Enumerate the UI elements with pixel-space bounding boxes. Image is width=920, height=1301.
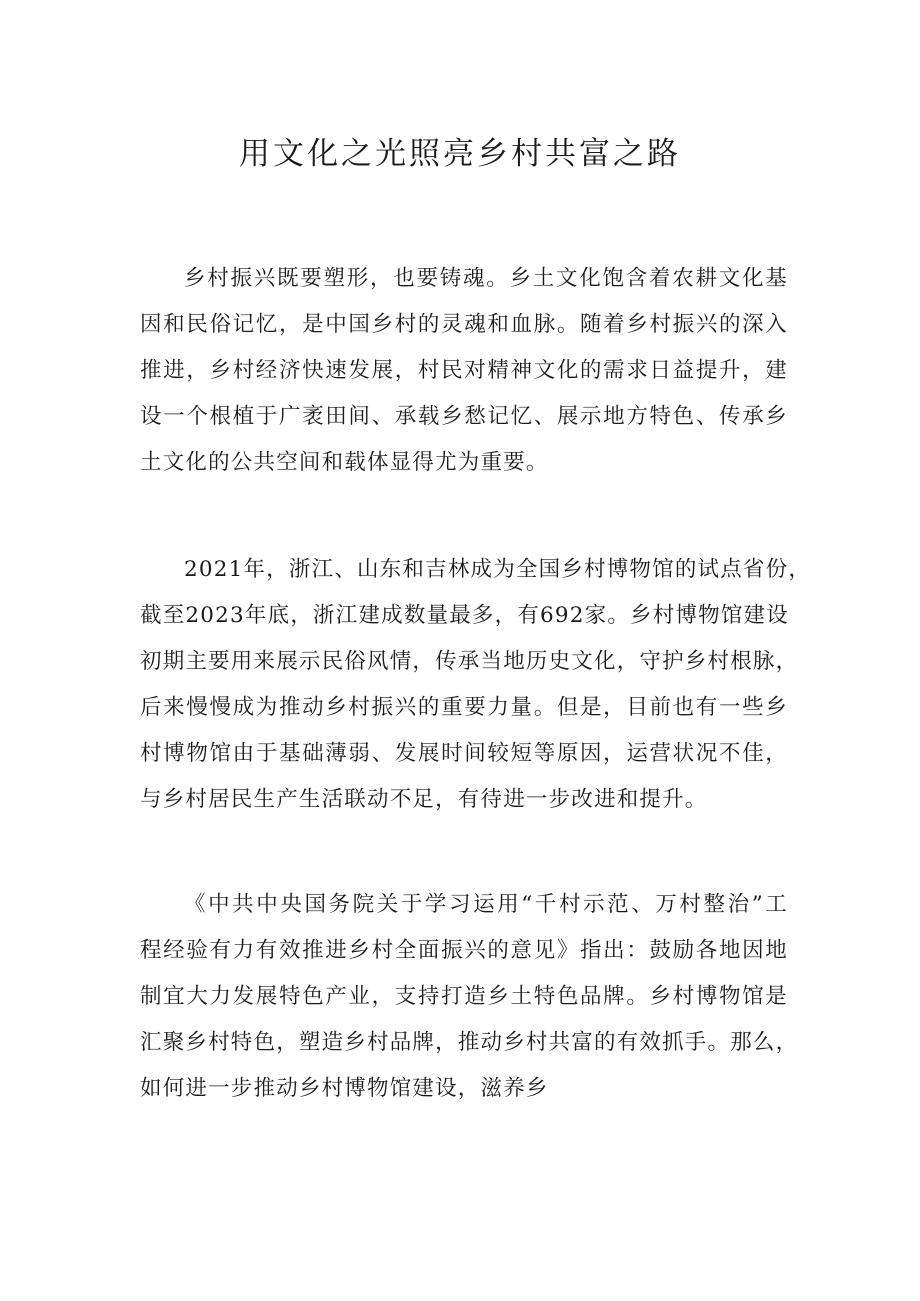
paragraph-line: 程经验有力有效推进乡村全面振兴的意见》指出：鼓励各地因地 — [140, 938, 788, 963]
paragraph-line: 推进，乡村经济快速发展，村民对精神文化的需求日益提升，建 — [140, 358, 788, 383]
paragraph-line: 设一个根植于广袤田间、承载乡愁记忆、展示地方特色、传承乡 — [140, 404, 788, 429]
paragraph-line: 村博物馆由于基础薄弱、发展时间较短等原因，运营状况不佳， — [140, 741, 788, 766]
paragraph-line: 后来慢慢成为推动乡村振兴的重要力量。但是，目前也有一些乡 — [140, 695, 788, 720]
paragraph-1 — [140, 256, 788, 486]
paragraph-line: 初期主要用来展示民俗风情，传承当地历史文化，守护乡村根脉， — [140, 649, 799, 674]
paragraph-2 — [140, 547, 812, 823]
paragraph-line: 乡村振兴既要塑形，也要铸魂。乡土文化饱含着农耕文化基 — [184, 266, 788, 291]
paragraph-line: 截至2023年底，浙江建成数量最多，有692家。乡村博物馆建设 — [140, 603, 789, 628]
paragraph-line: 汇聚乡村特色，塑造乡村品牌，推动乡村共富的有效抓手。那么， — [140, 1030, 799, 1055]
paragraph-line: 2021年，浙江、山东和吉林成为全国乡村博物馆的试点省份， — [184, 557, 812, 582]
paragraph-line: 制宜大力发展特色产业，支持打造乡土特色品牌。乡村博物馆是 — [140, 984, 788, 1009]
paragraph-line: 如何进一步推动乡村博物馆建设，滋养乡 — [140, 1076, 549, 1101]
paragraph-3 — [140, 882, 799, 1112]
paragraph-line: 与乡村居民生产生活联动不足，有待进一步改进和提升。 — [140, 787, 708, 812]
paragraph-line: 因和民俗记忆，是中国乡村的灵魂和血脉。随着乡村振兴的深入 — [140, 312, 788, 337]
paragraph-line: 土文化的公共空间和载体显得尤为重要。 — [140, 450, 549, 475]
paragraph-line: 《中共中央国务院关于学习运用“千村示范、万村整治”工 — [184, 892, 788, 917]
document-title: 用文化之光照亮乡村共富之路 — [239, 136, 681, 172]
